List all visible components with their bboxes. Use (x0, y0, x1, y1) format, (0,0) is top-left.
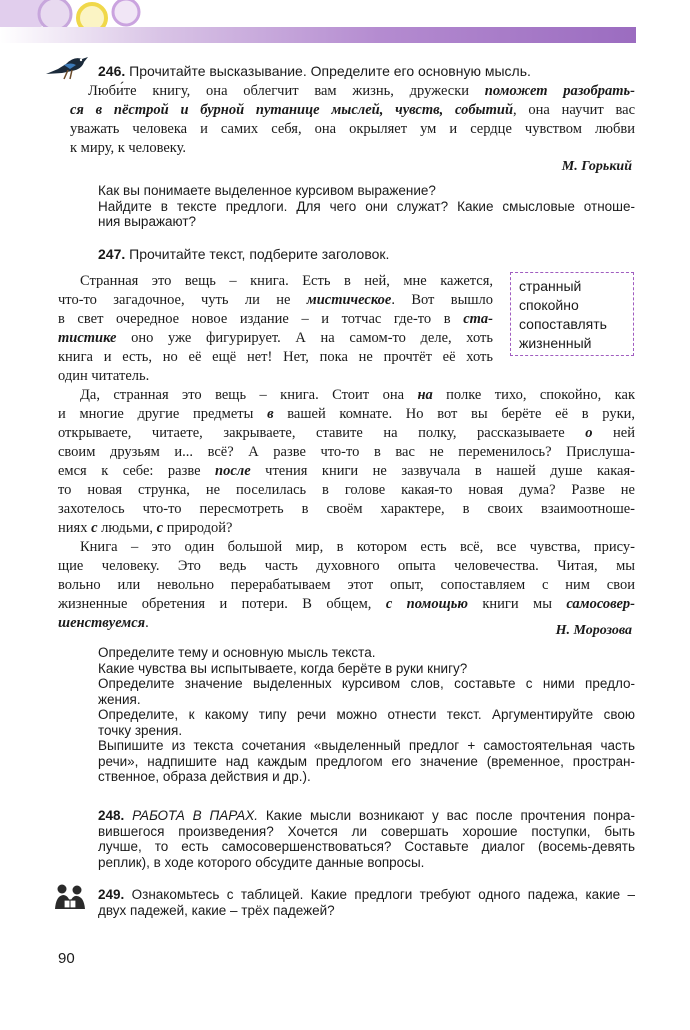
magpie-icon (44, 52, 90, 84)
question-line: Определите значение выделенных курсивом слов, составьте с ними предло- (98, 676, 635, 691)
task-246-number: 246. (98, 63, 126, 79)
paragraph-3 (58, 538, 635, 633)
task-247-questions (98, 645, 635, 785)
question-line: Выпишите из текста сочетания «выделенный предлог + самостоятельная часть (98, 738, 635, 753)
task-246-questions (98, 183, 635, 230)
text-line: Странная это вещь – книга. Есть в ней, мне кажется, (80, 273, 493, 289)
task-246-instruction: Прочитайте высказывание. Определите его основную мысль. (129, 63, 531, 79)
vocab-word: спокойно (519, 297, 579, 313)
task-248-line: лучше, то есть самосовершенствоваться? Составьте диалог (восемь-девять (98, 839, 635, 854)
text-line: своим друзьям и... всё? А разве что-то в вас не переменилось? Прислуша- (58, 444, 635, 460)
question-line: речи», надпишите над каждым предлогом его значение (временное, простран- (98, 753, 635, 769)
text-line: захотелось что-то пересмотреть в своём характере, в своих взаимоотноше- (58, 501, 635, 517)
quote-line: к миру, к человеку. (70, 140, 187, 156)
text-line: открываете, читаете, закрываете, ставите на полку, рассказываете о ней (58, 425, 635, 441)
task-249 (98, 887, 635, 918)
question-line: ственное, образа действия и др.). (98, 769, 311, 784)
vocab-word: жизненный (519, 335, 592, 351)
pair-work-icon (52, 882, 88, 912)
text-line: в свет очередное новое издание – и тотчас где-то в ста- (58, 311, 493, 327)
task-249-number: 249. (98, 887, 125, 902)
task-248 (98, 808, 635, 870)
vocabulary-box (510, 272, 634, 356)
task-248-line: реплик), в ходе которого обсудите данные вопросы. (98, 854, 425, 870)
task-247-header (98, 246, 389, 262)
question-line: Определите тему и основную мысль текста. (98, 645, 376, 660)
text-line: шенствуемся. (58, 615, 149, 631)
text-line: емся к себе: разве после чтения книги не зазвучала в нашей душе какая- (58, 463, 635, 479)
quote-line: ся в пёстрой и бурной путанице мыслей, чувств, событий, она научит вас (70, 102, 636, 118)
task-249-line: 249. Ознакомьтесь с таблицей. Какие предлоги требуют одного падежа, какие – (98, 887, 635, 902)
task-246-header (98, 63, 531, 79)
text-line: щие человеку. Это ведь часть духовного опыта человечества. Читая, мы (58, 558, 635, 574)
task-248-label: РАБОТА В ПАРАХ. (132, 808, 258, 823)
task-247-number: 247. (98, 246, 126, 262)
text-line: что-то загадочное, чуть ли не мистическое. Вот вышло (58, 292, 493, 308)
page-number: 90 (58, 950, 75, 967)
question-line: точку зрения. (98, 722, 183, 738)
quote-line: уважать человека и самих себя, она окрыляет ум и сердце чувством любви (70, 121, 635, 137)
task-247-instruction: Прочитайте текст, подберите заголовок. (129, 246, 390, 262)
vocab-word: сопоставлять (519, 316, 607, 332)
header-bar (0, 27, 636, 43)
text-line: жизненные обретения и потери. В общем, с помощью книги мы самосовер- (58, 596, 635, 612)
text-line: вольно или невольно перерабатываем этот опыт, сопоставляем с ним свои (58, 577, 635, 593)
text-line: один читатель. (58, 368, 150, 384)
text-line: Да, странная это вещь – книга. Стоит она на полке тихо, спокойно, как (80, 387, 635, 403)
quote-line: Люби́те книгу, она облегчит вам жизнь, дружески поможет разобрать- (88, 83, 635, 99)
task-246-quote (70, 82, 635, 158)
text-line: то новая струнка, не поселилась в голове какая-то новая дума? Разве не (58, 482, 635, 498)
question-line: жения. (98, 691, 141, 707)
task-248-number: 248. (98, 808, 125, 823)
question-line: Как вы понимаете выделенное курсивом выражение? (98, 183, 436, 198)
text-line: Книга – это один большой мир, в котором есть всё, все чувства, прису- (80, 539, 635, 555)
question-line: ния выражают? (98, 214, 197, 229)
text-line: книга и есть, но её ещё нет! Нет, пока не прочтёт её хоть (58, 349, 493, 365)
question-line: Какие чувства вы испытываете, когда берёте в руки книгу? (98, 660, 468, 676)
text-line: ниях с людьми, с природой? (58, 520, 233, 536)
task-249-line: двух падежей, какие – трёх падежей? (98, 902, 335, 918)
author-morozova: Н. Морозова (555, 623, 632, 638)
task-248-line: 248. РАБОТА В ПАРАХ. Какие мысли возникают у вас после прочтения понра- (98, 808, 635, 823)
author-gorky: М. Горький (561, 159, 632, 174)
question-line: Найдите в тексте предлоги. Для чего они служат? Какие смысловые отноше- (98, 198, 635, 214)
paragraph-1 (58, 272, 493, 386)
text-line: тистике оно уже фигурирует. А на самом-то деле, хоть (58, 330, 493, 346)
task-248-line: вившегося произведения? Хочется ли совершать хорошие поступки, быть (98, 823, 635, 839)
paragraph-2 (58, 386, 635, 538)
text-line: и многие другие предметы в вашей комнате. Но вот вы берёте её в руки, (58, 406, 635, 422)
vocab-word: странный (519, 278, 582, 294)
question-line: Определите, к какому типу речи можно отнести текст. Аргументируйте свою (98, 707, 635, 722)
